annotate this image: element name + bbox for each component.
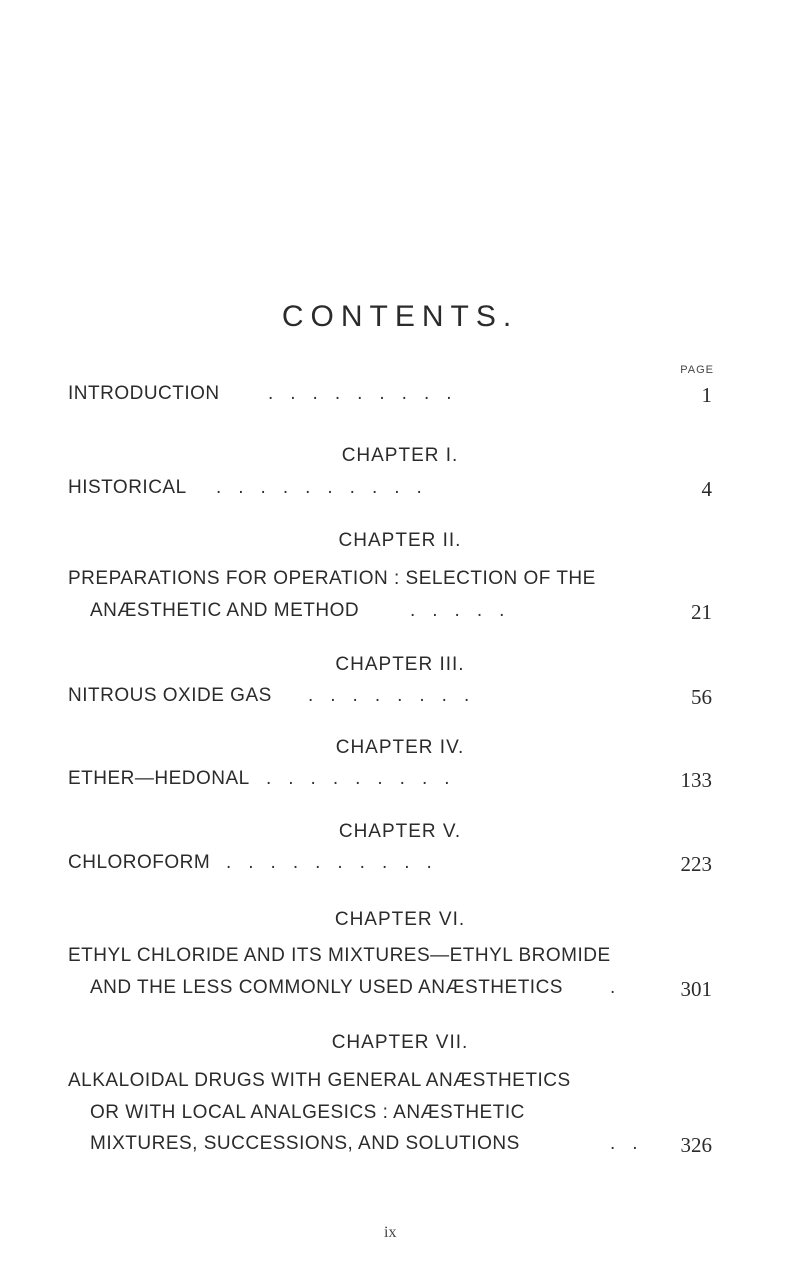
- dot-leader: .........: [266, 768, 467, 789]
- entry-title: ETHER—HEDONAL: [68, 768, 250, 789]
- chapter-heading: CHAPTER IV.: [335, 737, 465, 758]
- entry-title: INTRODUCTION: [68, 383, 220, 404]
- toc-entry-historical: [68, 477, 712, 507]
- chapter-heading: CHAPTER I.: [341, 445, 459, 466]
- toc-entry-alkaloidal-line2: [90, 1102, 712, 1132]
- dot-leader: ..........: [216, 477, 439, 498]
- entry-title-continued: MIXTURES, SUCCESSIONS, AND SOLUTIONS: [90, 1133, 520, 1154]
- dot-leader: .: [610, 977, 633, 998]
- chapter-heading: CHAPTER III.: [335, 654, 465, 675]
- dot-leader: .....: [410, 600, 522, 621]
- toc-entry-alkaloidal-line3: [90, 1133, 712, 1163]
- entry-title-continued: AND THE LESS COMMONLY USED ANÆSTHETICS: [90, 977, 563, 998]
- entry-title: ALKALOIDAL DRUGS WITH GENERAL ANÆSTHETICS: [68, 1070, 571, 1091]
- toc-entry-nitrous-oxide: [68, 685, 712, 715]
- chapter-heading: CHAPTER VI.: [334, 909, 466, 930]
- page-folio: ix: [384, 1224, 397, 1241]
- entry-page-number: 21: [691, 600, 712, 624]
- entry-title: HISTORICAL: [68, 477, 187, 498]
- entry-title-continued: OR WITH LOCAL ANALGESICS : ANÆSTHETIC: [90, 1102, 525, 1123]
- entry-title: PREPARATIONS FOR OPERATION : SELECTION OF THE: [68, 568, 596, 589]
- toc-entry-ethyl-chloride-line2: [90, 977, 712, 1007]
- entry-title: ETHYL CHLORIDE AND ITS MIXTURES—ETHYL BROMIDE: [68, 945, 611, 966]
- entry-page-number: 133: [680, 768, 712, 792]
- entry-page-number: 301: [680, 977, 712, 1001]
- entry-page-number: 326: [680, 1133, 712, 1157]
- entry-title-continued: ANÆSTHETIC AND METHOD: [90, 600, 360, 621]
- entry-page-number: 56: [691, 685, 712, 709]
- dot-leader: ..........: [226, 852, 449, 873]
- toc-entry-introduction: [68, 383, 712, 413]
- dot-leader: ........: [308, 685, 487, 706]
- page-column-label: PAGE: [680, 364, 714, 376]
- entry-title: CHLOROFORM: [68, 852, 211, 873]
- entry-page-number: 1: [701, 383, 712, 407]
- chapter-heading: CHAPTER V.: [338, 821, 462, 842]
- toc-entry-ether: [68, 768, 712, 798]
- entry-page-number: 4: [701, 477, 712, 501]
- page-title: CONTENTS.: [281, 300, 519, 333]
- toc-entry-chloroform: [68, 852, 712, 882]
- entry-page-number: 223: [680, 852, 712, 876]
- toc-entry-alkaloidal-line1: [68, 1070, 712, 1100]
- toc-entry-preparations-line1: [68, 568, 712, 598]
- chapter-heading: CHAPTER VII.: [331, 1032, 469, 1053]
- entry-title: NITROUS OXIDE GAS: [68, 685, 272, 706]
- chapter-heading: CHAPTER II.: [338, 530, 462, 551]
- dot-leader: .........: [268, 383, 469, 404]
- dot-leader: ..: [610, 1133, 655, 1154]
- toc-entry-ethyl-chloride-line1: [68, 945, 712, 975]
- toc-entry-preparations-line2: [90, 600, 712, 630]
